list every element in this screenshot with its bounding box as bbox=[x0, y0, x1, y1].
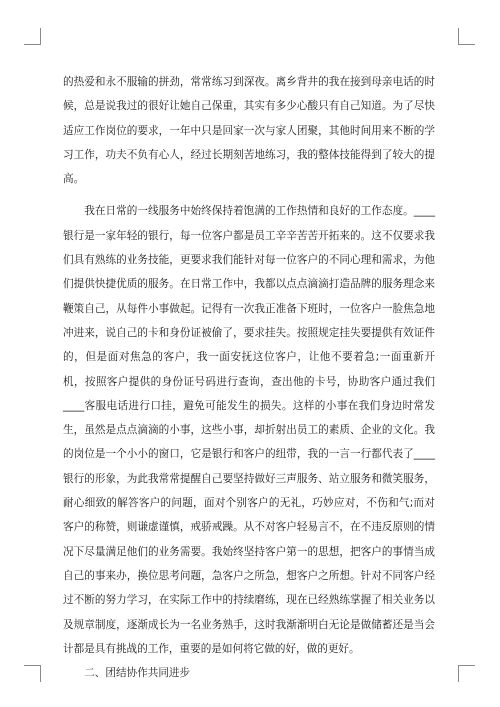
crop-mark-top-left bbox=[24, 28, 41, 45]
crop-mark-top-right bbox=[458, 28, 475, 45]
section-heading: 二、团结协作共同进步 bbox=[84, 667, 191, 680]
crop-mark-bottom-right bbox=[458, 665, 475, 682]
document-body bbox=[63, 70, 435, 685]
crop-mark-bottom-left bbox=[24, 665, 41, 682]
paragraph-continuation: 的热爱和永不服输的拼劲，常常练习到深夜。离乡背井的我在接到母亲电话的时候，总是说我过的很好让她自己保重，其实有多少心酸只有自己知道。为了尽快适应工作岗位的要求，一年中只是回家一次与家人团聚，其他时间用来不断的学习工作，功夫不负有心人，经过长期刻苦地练习，我的整体技能得到了较大的提高。 bbox=[63, 76, 435, 186]
paragraph-spacer bbox=[63, 191, 435, 199]
paragraph-service: 我在日常的一线服务中始终保持着饱满的工作热情和良好的工作态度。____银行是一家年轻的银行，每一位客户都是员工辛辛苦苦开拓来的。这不仅要求我们具有熟练的业务技能，更要求我们能针对每一位客户的不同心理和需求，为他们提供快捷优质的服务。在日常工作中，我都以点点滴滴打造品牌的服务理念来鞭策自己，从每件小事做起。记得有一次我正准备下班时，一位客户一脸焦急地冲进来，说自己的卡和身份证被偷了，要求挂失。按照规定挂失要提供有效证件的，但是面对焦急的客户，我一面安抚这位客户，让他不要着急;一面重新开机，按照客户提供的身份证号码进行查询，查出他的卡号，协助客户通过我们____客服电话进行口挂，避免可能发生的损失。这样的小事在我们身边时常发生，虽然是点点滴滴的小事，这些小事，却折射出员工的素质、企业的文化。我的岗位是一个小小的窗口，它是银行和客户的纽带，我的一言一行都代表了____银行的形象，为此我常常提醒自己要坚持做好三声服务、站立服务和微笑服务，耐心细致的解答客户的问题，面对个别客户的无礼，巧妙应对，不伤和气;而对客户的称赞，则谦虚谨慎，戒骄戒躁。从不对客户轻易言不，在不违反原则的情况下尽量满足他们的业务需要。我始终坚持客户第一的思想，把客户的事情当成自己的事来办，换位思考问题，急客户之所急，想客户之所想。针对不同客户经过不断的努力学习，在实际工作中的持续磨练，现在已经熟练掌握了相关业务以及规章制度，逐渐成长为一名业务熟手，这时我渐渐明白无论是做储蓄还是当会计都是具有挑战的工作，重要的是如何将它做的好，做的更好。 bbox=[63, 205, 435, 655]
